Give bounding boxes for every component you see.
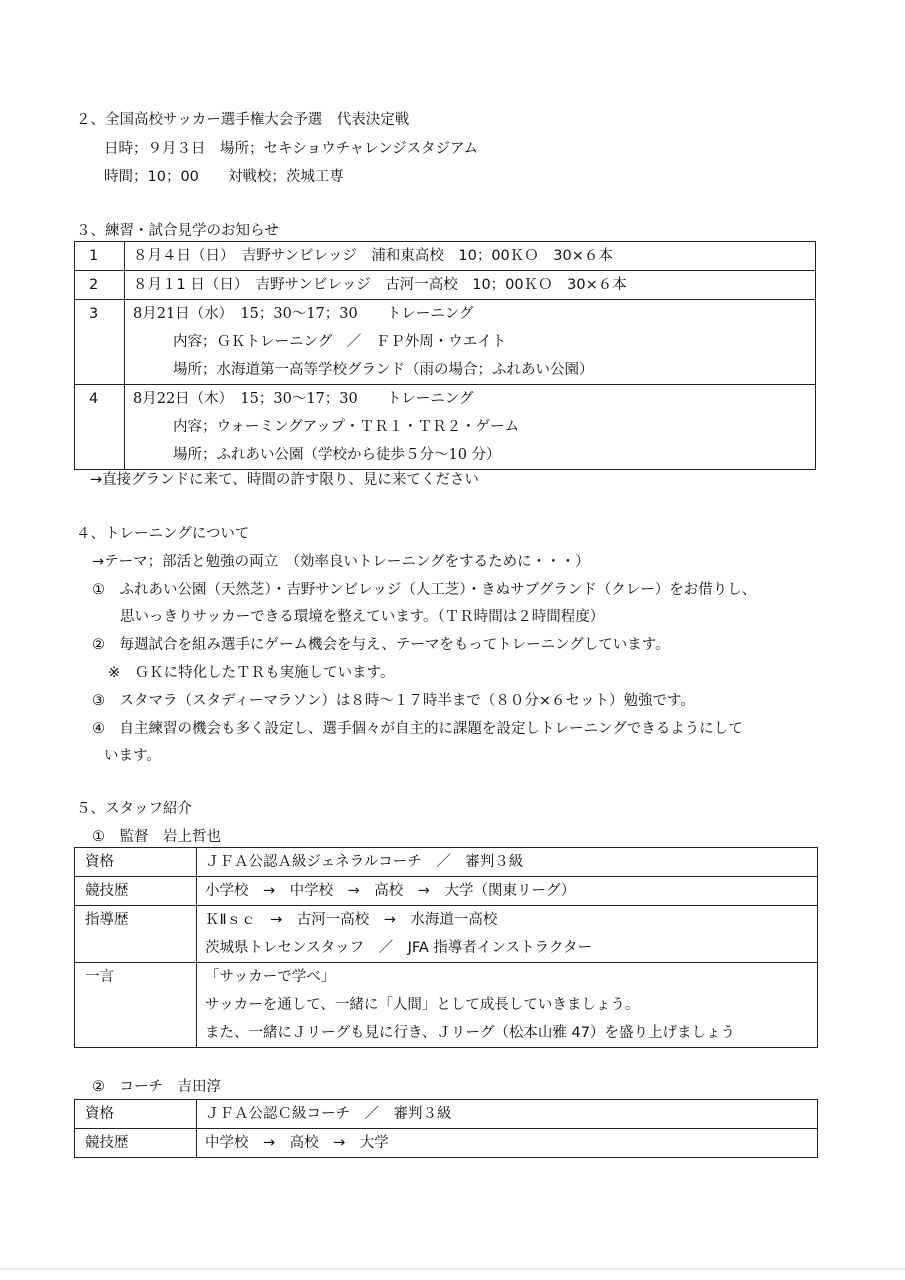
row-text: 中学校 → 高校 → 大学 xyxy=(205,1135,389,1151)
row-text: また、一緒にＪリーグも見に行き、Ｊリーグ（松本山雅 47）を盛り上げましょう xyxy=(205,1025,735,1041)
table-row xyxy=(75,848,818,877)
list-item: 思いっきりサッカーできる環境を整えています。（ＴＲ時間は２時間程度） xyxy=(120,609,605,625)
row-number: 3 xyxy=(75,300,125,385)
row-label: 競技歴 xyxy=(75,877,197,906)
table-row xyxy=(75,877,818,906)
list-item: ① ふれあい公園（天然芝）・吉野サンビレッジ（人工芝）・きぬサブグランド（クレー）をお借りし、 xyxy=(92,582,757,598)
row-number: 2 xyxy=(75,271,125,300)
row-text: 「サッカーで学べ」 xyxy=(205,969,336,985)
row-text: ８月４日（日） 吉野サンビレッジ 浦和東高校 10；00ＫＯ 30×６本 xyxy=(133,248,613,264)
row-text: ８月１1 日（日） 吉野サンビレッジ 古河一高校 10；00ＫＯ 30×６本 xyxy=(133,277,627,293)
row-text: 内容；ＧＫトレーニング ／ ＦＰ外周・ウエイト xyxy=(173,334,507,350)
row-text: 8月21日（水） 15；30～17；30 トレーニング xyxy=(133,306,474,322)
head-coach-title: ① 監督 岩上哲也 xyxy=(92,829,221,845)
row-label: 資格 xyxy=(75,1100,197,1129)
section-2-time-opponent: 時間；10；00 対戦校；茨城工専 xyxy=(104,169,344,185)
section-4-theme: →テーマ；部活と勉強の両立 （効率良いトレーニングをするために・・・） xyxy=(92,554,590,570)
table-row xyxy=(75,906,818,963)
list-item: ② 毎週試合を組み選手にゲーム機会を与え、テーマをもってトレーニングしています。 xyxy=(92,637,670,653)
row-label: 資格 xyxy=(75,848,197,877)
row-text: 場所；水海道第一高等学校グランド（雨の場合；ふれあい公園） xyxy=(173,362,594,378)
section-3-heading: ３、練習・試合見学のお知らせ xyxy=(76,223,279,239)
table-row xyxy=(75,963,818,1048)
section-2-heading: ２、全国高校サッカー選手権大会予選 代表決定戦 xyxy=(76,112,410,128)
section-5-heading: ５、スタッフ紹介 xyxy=(76,801,192,817)
section-3-note: →直接グランドに来て、時間の許す限り、見に来てください xyxy=(90,472,479,488)
table-row xyxy=(75,1129,818,1158)
row-number: 1 xyxy=(75,242,125,271)
row-text: 8月22日（木） 15；30～17；30 トレーニング xyxy=(133,391,474,407)
row-label: 一言 xyxy=(75,963,197,1048)
list-item: ③ スタマラ（スタディーマラソン）は８時～１７時半まで（８０分×６セット）勉強です。 xyxy=(92,693,695,709)
row-text: 茨城県トレセンスタッフ ／ JFA 指導者インストラクター xyxy=(205,940,593,956)
section-2-date-place: 日時；９月３日 場所；セキショウチャレンジスタジアム xyxy=(104,141,478,157)
scan-edge-divider xyxy=(0,1268,905,1270)
row-text: 場所；ふれあい公園（学校から徒歩５分～10 分） xyxy=(173,447,501,463)
row-text: 内容；ウォーミングアップ・ＴＲ１・ＴＲ２・ゲーム xyxy=(173,419,520,435)
list-item: います。 xyxy=(104,748,161,764)
coach-table xyxy=(74,1099,818,1158)
head-coach-table xyxy=(74,847,818,1048)
table-row xyxy=(75,271,816,300)
table-row xyxy=(75,1100,818,1129)
row-number: 4 xyxy=(75,385,125,470)
table-row xyxy=(75,242,816,271)
table-row xyxy=(75,385,816,470)
row-text: サッカーを通して、一緒に「人間」として成長していきましょう。 xyxy=(205,997,640,1013)
row-text: ＫⅡｓｃ → 古河一高校 → 水海道一高校 xyxy=(205,912,498,928)
row-text: 小学校 → 中学校 → 高校 → 大学（関東リーグ） xyxy=(205,883,576,899)
list-item: ※ ＧＫに特化したＴＲも実施しています。 xyxy=(108,665,395,681)
row-label: 指導歴 xyxy=(75,906,197,963)
section-4-heading: ４、トレーニングについて xyxy=(76,526,250,542)
list-item: ④ 自主練習の機会も多く設定し、選手個々が自主的に課題を設定しトレーニングできるようにして xyxy=(92,721,743,737)
row-label: 競技歴 xyxy=(75,1129,197,1158)
row-text: ＪＦＡ公認Ｃ級コーチ ／ 審判３級 xyxy=(205,1106,452,1122)
practice-schedule-table xyxy=(74,241,816,470)
row-text: ＪＦＡ公認Ａ級ジェネラルコーチ ／ 審判３級 xyxy=(205,854,524,870)
coach-title: ② コーチ 吉田淳 xyxy=(92,1079,221,1095)
table-row xyxy=(75,300,816,385)
